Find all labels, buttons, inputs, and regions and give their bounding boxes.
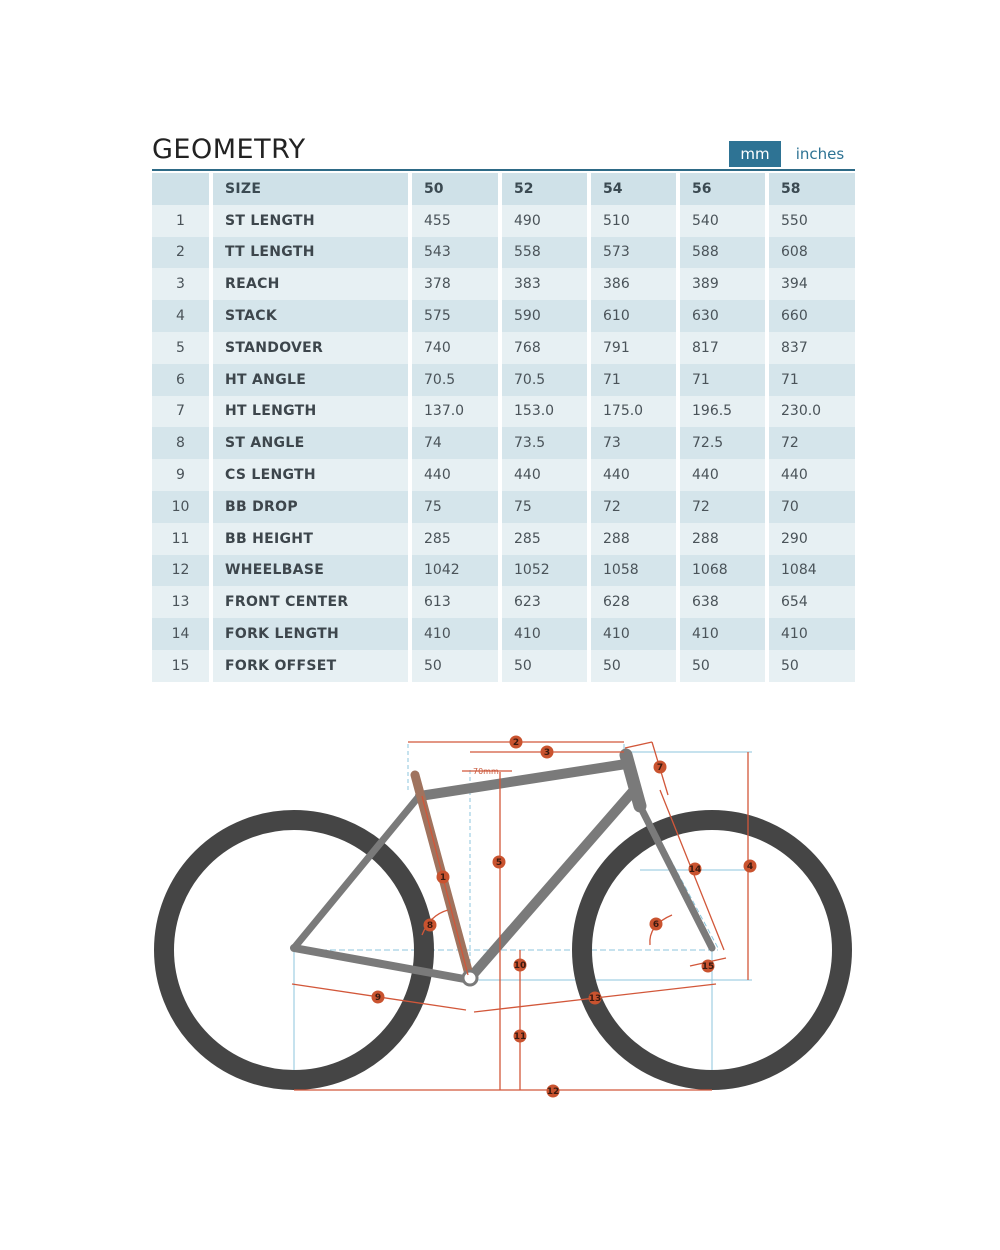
cell-size-58: 837 bbox=[767, 332, 855, 364]
row-label: HT LENGTH bbox=[211, 396, 410, 428]
cell-size-50: 378 bbox=[410, 268, 500, 300]
cell-size-52: 70.5 bbox=[500, 364, 589, 396]
cell-size-58: 50 bbox=[767, 650, 855, 682]
cell-size-58: 72 bbox=[767, 427, 855, 459]
row-index: 10 bbox=[152, 491, 211, 523]
cell-size-58: 394 bbox=[767, 268, 855, 300]
row-label: ST LENGTH bbox=[211, 205, 410, 237]
cell-size-58: 654 bbox=[767, 586, 855, 618]
cell-size-58: 230.0 bbox=[767, 396, 855, 428]
cell-size-56: 50 bbox=[678, 650, 767, 682]
row-index: 2 bbox=[152, 237, 211, 269]
cell-size-50: 613 bbox=[410, 586, 500, 618]
unit-toggle-mm[interactable]: mm bbox=[729, 141, 781, 167]
row-label: ST ANGLE bbox=[211, 427, 410, 459]
cell-size-56: 630 bbox=[678, 300, 767, 332]
row-index: 6 bbox=[152, 364, 211, 396]
row-index: 9 bbox=[152, 459, 211, 491]
cell-size-54: 175.0 bbox=[589, 396, 678, 428]
bike-frame bbox=[294, 755, 712, 980]
cell-size-58: 608 bbox=[767, 237, 855, 269]
cell-size-56: 638 bbox=[678, 586, 767, 618]
cell-size-58: 71 bbox=[767, 364, 855, 396]
cell-size-54: 410 bbox=[589, 618, 678, 650]
header-size-52: 52 bbox=[500, 173, 589, 205]
row-index: 4 bbox=[152, 300, 211, 332]
cell-size-56: 540 bbox=[678, 205, 767, 237]
cell-size-52: 410 bbox=[500, 618, 589, 650]
row-label: CS LENGTH bbox=[211, 459, 410, 491]
cell-size-56: 440 bbox=[678, 459, 767, 491]
badge-label: 2 bbox=[512, 738, 520, 749]
cell-size-52: 285 bbox=[500, 523, 589, 555]
cell-size-52: 558 bbox=[500, 237, 589, 269]
badge-label: 6 bbox=[652, 920, 660, 931]
header-size-56: 56 bbox=[678, 173, 767, 205]
cell-size-54: 288 bbox=[589, 523, 678, 555]
row-label: STACK bbox=[211, 300, 410, 332]
header-size-54: 54 bbox=[589, 173, 678, 205]
badge-label: 10 bbox=[513, 961, 527, 972]
badge-label: 5 bbox=[495, 858, 503, 869]
cell-size-52: 73.5 bbox=[500, 427, 589, 459]
badge-label: 9 bbox=[374, 993, 382, 1004]
cell-size-58: 410 bbox=[767, 618, 855, 650]
row-label: HT ANGLE bbox=[211, 364, 410, 396]
cell-size-56: 288 bbox=[678, 523, 767, 555]
row-index: 5 bbox=[152, 332, 211, 364]
cell-size-54: 791 bbox=[589, 332, 678, 364]
cell-size-52: 623 bbox=[500, 586, 589, 618]
row-index: 3 bbox=[152, 268, 211, 300]
cell-size-58: 550 bbox=[767, 205, 855, 237]
cell-size-54: 71 bbox=[589, 364, 678, 396]
row-label: WHEELBASE bbox=[211, 555, 410, 587]
cell-size-56: 389 bbox=[678, 268, 767, 300]
badge-label: 11 bbox=[513, 1032, 527, 1043]
cell-size-56: 588 bbox=[678, 237, 767, 269]
cell-size-56: 1068 bbox=[678, 555, 767, 587]
badge-label: 8 bbox=[426, 921, 434, 932]
badge-label: 7 bbox=[656, 763, 664, 774]
row-index: 11 bbox=[152, 523, 211, 555]
cell-size-54: 440 bbox=[589, 459, 678, 491]
cell-size-50: 740 bbox=[410, 332, 500, 364]
row-index: 7 bbox=[152, 396, 211, 428]
row-index: 8 bbox=[152, 427, 211, 459]
cell-size-54: 1058 bbox=[589, 555, 678, 587]
cell-size-54: 50 bbox=[589, 650, 678, 682]
cell-size-54: 386 bbox=[589, 268, 678, 300]
cell-size-52: 490 bbox=[500, 205, 589, 237]
row-label: BB HEIGHT bbox=[211, 523, 410, 555]
badge-label: 12 bbox=[546, 1087, 560, 1098]
row-index: 13 bbox=[152, 586, 211, 618]
cell-size-54: 573 bbox=[589, 237, 678, 269]
badge-label: 15 bbox=[701, 962, 715, 973]
cell-size-50: 543 bbox=[410, 237, 500, 269]
row-index: 12 bbox=[152, 555, 211, 587]
cell-size-52: 75 bbox=[500, 491, 589, 523]
cell-size-58: 440 bbox=[767, 459, 855, 491]
cell-size-56: 817 bbox=[678, 332, 767, 364]
cell-size-54: 72 bbox=[589, 491, 678, 523]
row-label: STANDOVER bbox=[211, 332, 410, 364]
header-size-50: 50 bbox=[410, 173, 500, 205]
cell-size-52: 440 bbox=[500, 459, 589, 491]
row-index: 1 bbox=[152, 205, 211, 237]
page-title: GEOMETRY bbox=[152, 134, 306, 165]
cell-size-52: 383 bbox=[500, 268, 589, 300]
cell-size-56: 72.5 bbox=[678, 427, 767, 459]
cell-size-50: 50 bbox=[410, 650, 500, 682]
row-label: FORK OFFSET bbox=[211, 650, 410, 682]
cell-size-58: 70 bbox=[767, 491, 855, 523]
cell-size-52: 590 bbox=[500, 300, 589, 332]
badge-label: 1 bbox=[439, 873, 447, 884]
cell-size-50: 137.0 bbox=[410, 396, 500, 428]
bottom-bracket bbox=[463, 971, 477, 985]
cell-size-52: 1052 bbox=[500, 555, 589, 587]
row-label: BB DROP bbox=[211, 491, 410, 523]
cell-size-58: 660 bbox=[767, 300, 855, 332]
row-label: FRONT CENTER bbox=[211, 586, 410, 618]
cell-size-50: 455 bbox=[410, 205, 500, 237]
row-index: 14 bbox=[152, 618, 211, 650]
cell-size-50: 285 bbox=[410, 523, 500, 555]
offset-label: 70mm bbox=[473, 767, 499, 776]
badge-label: 3 bbox=[543, 748, 551, 759]
cell-size-58: 1084 bbox=[767, 555, 855, 587]
cell-size-50: 70.5 bbox=[410, 364, 500, 396]
cell-size-54: 628 bbox=[589, 586, 678, 618]
badge-label: 13 bbox=[588, 994, 602, 1005]
cell-size-56: 410 bbox=[678, 618, 767, 650]
cell-size-56: 71 bbox=[678, 364, 767, 396]
cell-size-54: 73 bbox=[589, 427, 678, 459]
unit-toggle-inches[interactable]: inches bbox=[785, 141, 855, 167]
cell-size-50: 410 bbox=[410, 618, 500, 650]
row-label: REACH bbox=[211, 268, 410, 300]
row-label: FORK LENGTH bbox=[211, 618, 410, 650]
row-label: TT LENGTH bbox=[211, 237, 410, 269]
badge-label: 4 bbox=[746, 862, 754, 873]
cell-size-52: 50 bbox=[500, 650, 589, 682]
row-index: 15 bbox=[152, 650, 211, 682]
cell-size-50: 74 bbox=[410, 427, 500, 459]
cell-size-50: 575 bbox=[410, 300, 500, 332]
cell-size-56: 196.5 bbox=[678, 396, 767, 428]
cell-size-52: 768 bbox=[500, 332, 589, 364]
cell-size-50: 75 bbox=[410, 491, 500, 523]
header-size-58: 58 bbox=[767, 173, 855, 205]
cell-size-58: 290 bbox=[767, 523, 855, 555]
cell-size-50: 1042 bbox=[410, 555, 500, 587]
cell-size-50: 440 bbox=[410, 459, 500, 491]
cell-size-54: 610 bbox=[589, 300, 678, 332]
badge-label: 14 bbox=[688, 865, 702, 876]
cell-size-52: 153.0 bbox=[500, 396, 589, 428]
cell-size-54: 510 bbox=[589, 205, 678, 237]
cell-size-56: 72 bbox=[678, 491, 767, 523]
header-size: SIZE bbox=[211, 173, 410, 205]
